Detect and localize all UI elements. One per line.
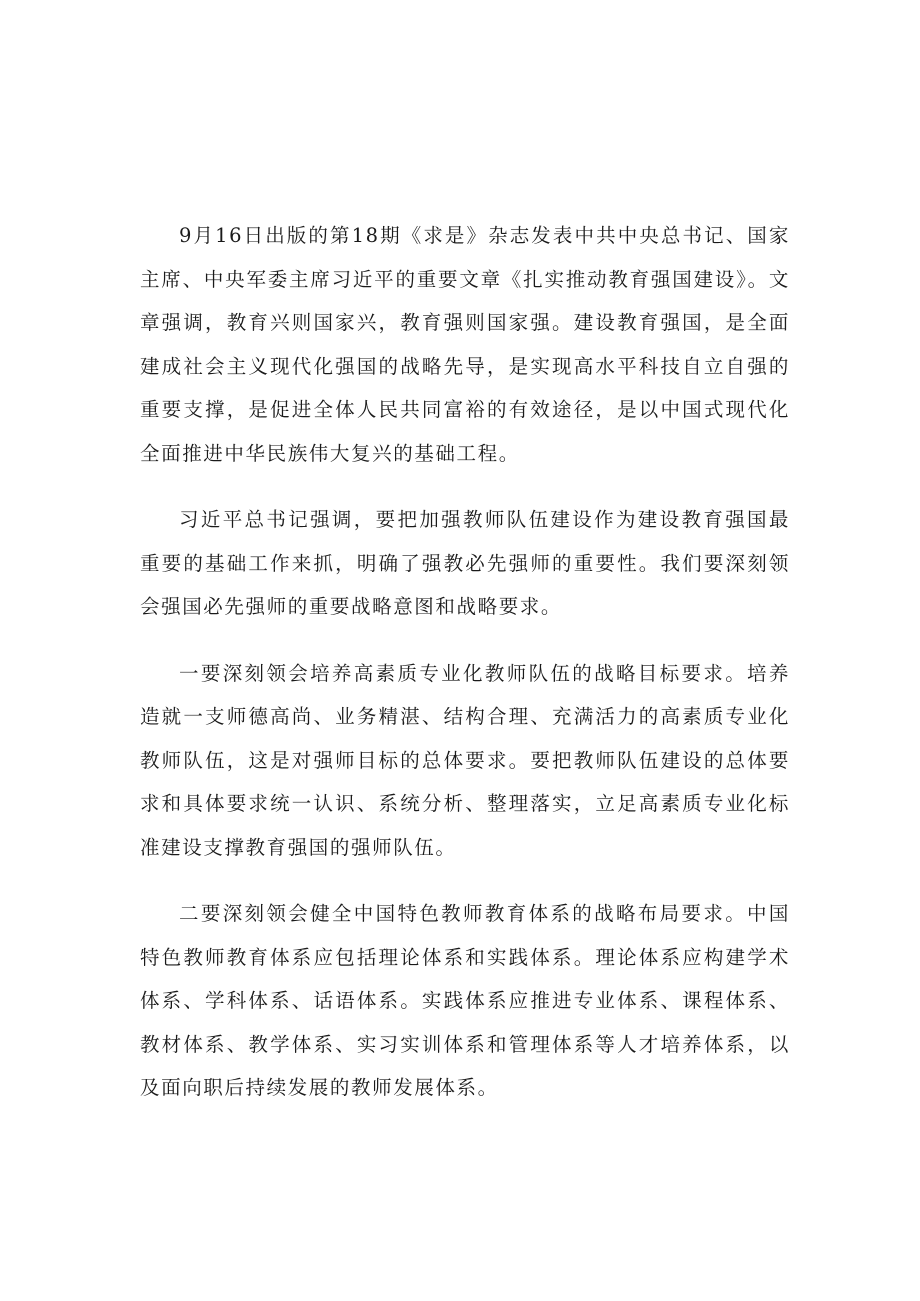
paragraph-4: 二要深刻领会健全中国特色教师教育体系的战略布局要求。中国特色教师教育体系应包括理论体系和实践体系。理论体系应构建学术体系、学科体系、话语体系。实践体系应推进专业体系、课程体系、教材体系、教学体系、实习实训体系和管理体系等人才培养体系，以及面向职后持续发展的教师发展体系。: [140, 902, 790, 1099]
paragraph-1: 9月16日出版的第18期《求是》杂志发表中共中央总书记、国家主席、中央军委主席习近平的重要文章《扎实推动教育强国建设》。文章强调，教育兴则国家兴，教育强则国家强。建设教育强国，是全面建成社会主义现代化强国的战略先导，是实现高水平科技自立自强的重要支撑，是促进全体人民共同富裕的有效途径，是以中国式现代化全面推进中华民族伟大复兴的基础工程。: [140, 224, 790, 465]
document-body: [140, 214, 790, 1133]
paragraph-2: 习近平总书记强调，要把加强教师队伍建设作为建设教育强国最重要的基础工作来抓，明确了强教必先强师的重要性。我们要深刻领会强国必先强师的重要战略意图和战略要求。: [140, 508, 790, 618]
paragraph-3: 一要深刻领会培养高素质专业化教师队伍的战略目标要求。培养造就一支师德高尚、业务精湛、结构合理、充满活力的高素质专业化教师队伍，这是对强师目标的总体要求。要把教师队伍建设的总体要求和具体要求统一认识、系统分析、整理落实，立足高素质专业化标准建设支撑教育强国的强师队伍。: [140, 661, 790, 859]
